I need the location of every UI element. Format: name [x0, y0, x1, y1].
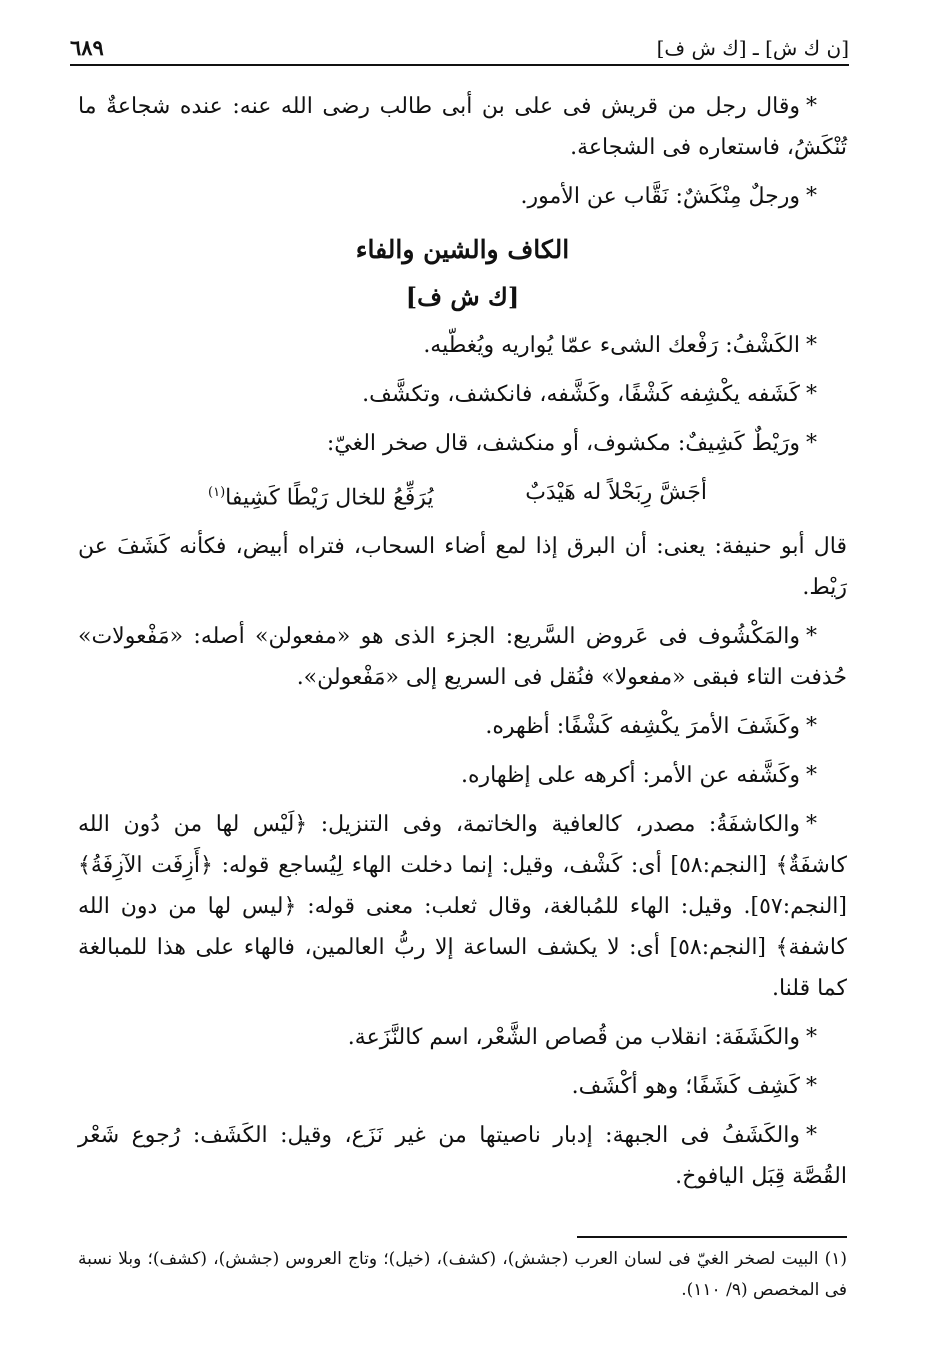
- footnote-divider: [577, 1236, 847, 1238]
- poetry-verse: [78, 472, 847, 518]
- verse-hemistich-left: [208, 472, 434, 518]
- entry-star: *: [806, 1025, 817, 1051]
- entry-star: *: [806, 714, 817, 740]
- entry-text: وكَشَفَ الأمرَ يكْشِفه كَشْفًا: أظهره.: [485, 714, 800, 740]
- entry-star: *: [806, 1074, 817, 1100]
- section-heading: الكاف والشين والفاء: [355, 235, 570, 264]
- page-header: [70, 32, 849, 66]
- footnote: (١) البيت لصخر الغيّ فى لسان العرب (جشش)، (كشف)، (خيل)؛ وتاج العروس (جشش)، (كشف)؛ وبلا نسبة فى المخصص (٩/ ١١٠).: [78, 1249, 847, 1300]
- entry-paragraph: [78, 86, 847, 168]
- entry-text: قال أبو حنيفة: يعنى: أن البرق إذا لمع أضاء السحاب، فتراه أبيض، فكأنه كَشَفَ عن رَيْط.: [78, 534, 847, 601]
- entry-star: *: [806, 184, 817, 209]
- entry-text: وقال رجل من قريش فى على بن أبى طالب رضى الله عنه: عنده شجاعةٌ ما تُنْكَشُ، فاستعاره فى الشجاعة.: [78, 94, 847, 160]
- entry-star: *: [806, 94, 817, 119]
- entry-star: *: [806, 431, 817, 456]
- entry-paragraph: [78, 325, 847, 366]
- entry-paragraph: [78, 804, 847, 1009]
- main-text: [78, 86, 847, 1205]
- entry-text: والكاشفَةُ: مصدر، كالعافية والخاتمة، وفى التنزيل: ﴿لَيْس لها من دُون الله كاشفَةٌ﴾ [النجم:٥٨] أى: كَشْف، وقيل: إنما دخلت الهاء لِيُساجع قوله: ﴿أَزِفَت الآزِفَةُ﴾ [النجم:٥٧]. وقيل: الهاء للمُبالغة، وقال ثعلب: معنى قوله: ﴿ليس لها من دون الله كاشفة﴾ [النجم:٥٨] أى: لا يكشف الساعة إلا ربُّ العالمين، فالهاء على هذا للمبالغة كما قلنا.: [78, 812, 847, 1002]
- entry-text: والمَكْشُوف فى عَروض السَّريع: الجزء الذى هو «مفعولن» أصله: «مَفْعولات» حُذفت التاء فبقى «مفعولا» فنُقل فى السريع إلى «مَفْعولن».: [78, 624, 847, 691]
- entry-text: الكَشْفُ: رَفْعك الشىء عمّا يُواريه ويُغطّيه.: [423, 333, 800, 358]
- entry-star: *: [806, 624, 817, 650]
- entry-paragraph: [78, 176, 847, 217]
- entry-paragraph: [78, 1066, 847, 1107]
- running-title: [ن ك ش] ـ [ك ش ف]: [656, 36, 849, 60]
- root-heading: [ك ش ف]: [405, 282, 520, 311]
- entry-paragraph: [78, 1115, 847, 1197]
- entry-text: ورجلٌ مِنْكَشٌ: نَقَّاب عن الأمور.: [520, 184, 800, 209]
- entry-text: وكَشَّفه عن الأمر: أكرهه على إظهاره.: [461, 763, 800, 789]
- entry-paragraph: [78, 526, 847, 608]
- entry-text: ورَيْطٌ كَشِيفٌ: مكشوف، أو منكشف، قال صخر الغيّ:: [326, 431, 800, 456]
- entry-paragraph: [78, 374, 847, 415]
- footnote-marker: (١): [208, 485, 226, 500]
- entry-text: والكَشَفُ فى الجبهة: إدبار ناصيتها من غير نَزَع، وقيل: الكَشَف: رُجوع شَعْر القُصَّة قِبَل اليافوخ.: [78, 1123, 847, 1190]
- entry-paragraph: [78, 755, 847, 796]
- entry-paragraph: [78, 1017, 847, 1058]
- verse-hemistich-left-text: يُرَفِّعُ للخال رَيْطًا كَشِيفا: [225, 485, 434, 511]
- page-number: ٦٨٩: [70, 35, 104, 60]
- entry-text: والكَشَفَة: انقلاب من قُصاص الشَّعْر، اسم كالنَّزَعة.: [347, 1025, 800, 1051]
- entry-paragraph: [78, 616, 847, 698]
- entry-text: كَشِف كَشَفًا؛ وهو أكْشَف.: [571, 1074, 800, 1100]
- verse-hemistich-right: أجَشَّ رِبَحْلاً له هَيْدَبٌ: [525, 480, 707, 505]
- entry-star: *: [806, 1123, 817, 1149]
- entry-paragraph: [78, 423, 847, 464]
- entry-star: *: [806, 763, 817, 789]
- entry-star: *: [806, 812, 817, 838]
- entry-paragraph: [78, 706, 847, 747]
- entry-star: *: [806, 333, 817, 358]
- entry-star: *: [806, 382, 817, 407]
- entry-text: كَشَفه يكْشِفه كَشْفًا، وكَشَّفه، فانكشف، وتكشَّف.: [362, 382, 800, 407]
